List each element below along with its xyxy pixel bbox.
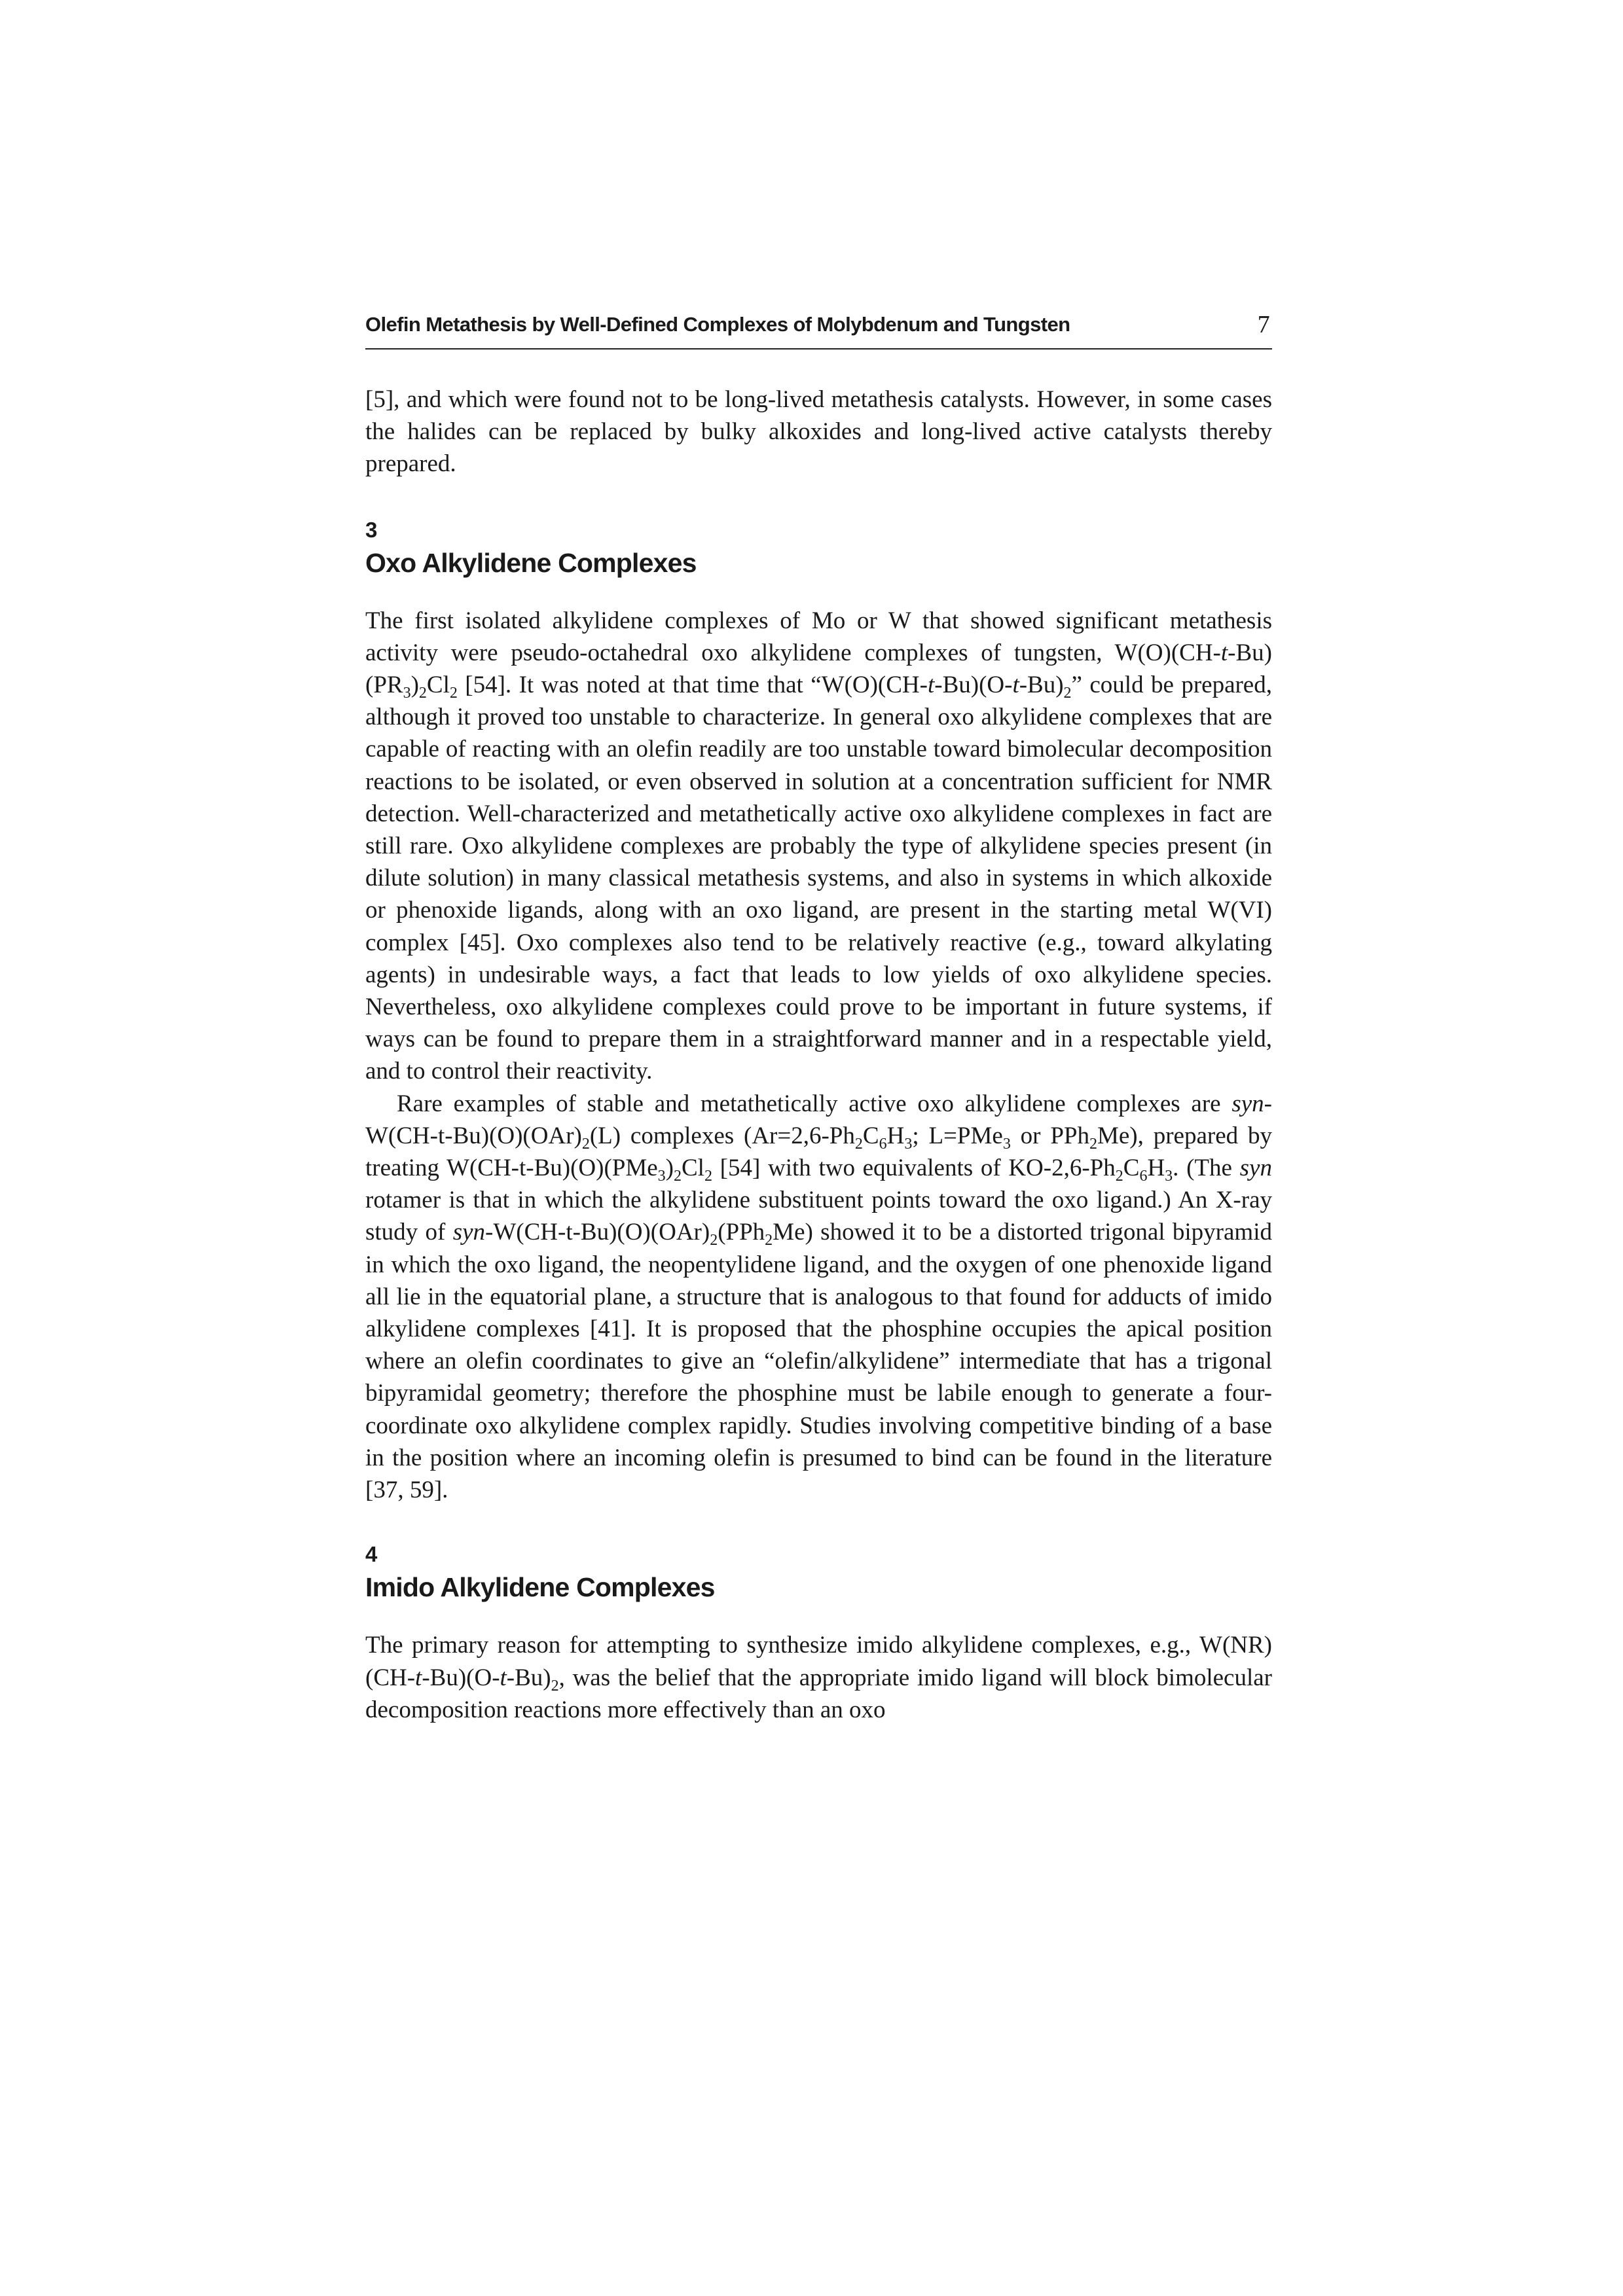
running-title: Olefin Metathesis by Well-Defined Complexes of Molybdenum and Tungsten (365, 313, 1070, 336)
section-4-paragraph-1: The primary reason for attempting to synthesize imido alkylidene complexes, e.g., $W(NR)(CH-t-Bu)(O-t-Bu)_2$, was the belief that the appropriate imido ligand will block bimolecular decomposition reactions more effectively than an oxo (365, 1632, 1272, 1723)
page-header (365, 309, 1272, 350)
section-4-title: Imido Alkylidene Complexes (365, 1572, 715, 1603)
section-4-number: 4 (365, 1542, 378, 1567)
page-number: 7 (1257, 311, 1269, 338)
section-3-paragraph-2: Rare examples of stable and metathetically active oxo alkylidene complexes are syn-$W(CH-t-Bu)(O)(OAr)_2(L)$ complexes ($Ar=2,6-Ph_2C_6H_3$; L=PMe$_3$ or PPh$_2$Me), prepared by treating $W(CH-t-Bu)(O)(PMe_3)_2Cl_2$ [54] with two equivalents of $KO-2,6-Ph_2C_6H_3$. (The syn rotamer is that in which the alkylidene substituent points toward the oxo ligand.) An X-ray study of syn-$W(CH-t-Bu)(O)(OAr)_2(PPh_2Me)$ showed it to be a distorted trigonal bipyramid in which the oxo ligand, the neopentylidene ligand, and the oxygen of one phenoxide ligand all lie in the equatorial plane, a structure that is analogous to that found for adducts of imido alkylidene complexes [41]. It is proposed that the phosphine occupies the apical position where an olefin coordinates to give an “olefin/alkylidene” intermediate that has a trigonal bipyramidal geometry; therefore the phosphine must be labile enough to generate a four-coordinate oxo alkylidene complex rapidly. Studies involving competitive binding of a base in the position where an incoming olefin is presumed to bind can be found in the literature [37, 59]. (365, 1090, 1272, 1504)
section-3-paragraph-1: The first isolated alkylidene complexes of Mo or W that showed significant metathesis activity were pseudo-octahedral oxo alkylidene complexes of tungsten, $W(O)(CH-t-Bu)(PR_3)_2Cl_2$ [54]. It was noted at that time that “$W(O)(CH-t-Bu)(O-t-Bu)_2$” could be prepared, although it proved too unstable to characterize. In general oxo alkylidene complexes that are capable of reacting with an olefin readily are too unstable toward bimolecular decomposition reactions to be isolated, or even observed in solution at a concentration sufficient for NMR detection. Well-characterized and metathetically active oxo alkylidene complexes in fact are still rare. Oxo alkylidene complexes are probably the type of alkylidene species present (in dilute solution) in many classical metathesis systems, and also in systems in which alkoxide or phenoxide ligands, along with an oxo ligand, are present in the starting metal W(VI) complex [45]. Oxo complexes also tend to be relatively reactive (e.g., toward alkylating agents) in undesirable ways, a fact that leads to low yields of oxo alkylidene species. Nevertheless, oxo alkylidene complexes could prove to be important in future systems, if ways can be found to prepare them in a straightforward manner and in a respectable yield, and to control their reactivity. (365, 607, 1272, 1085)
intro-paragraph: [5], and which were found not to be long-lived metathesis catalysts. However, in some cases the halides can be replaced by bulky alkoxides and long-lived active catalysts thereby prepared. (365, 386, 1272, 478)
section-3-number: 3 (365, 517, 378, 542)
section-3-title: Oxo Alkylidene Complexes (365, 547, 697, 578)
page-body (365, 384, 1272, 1726)
